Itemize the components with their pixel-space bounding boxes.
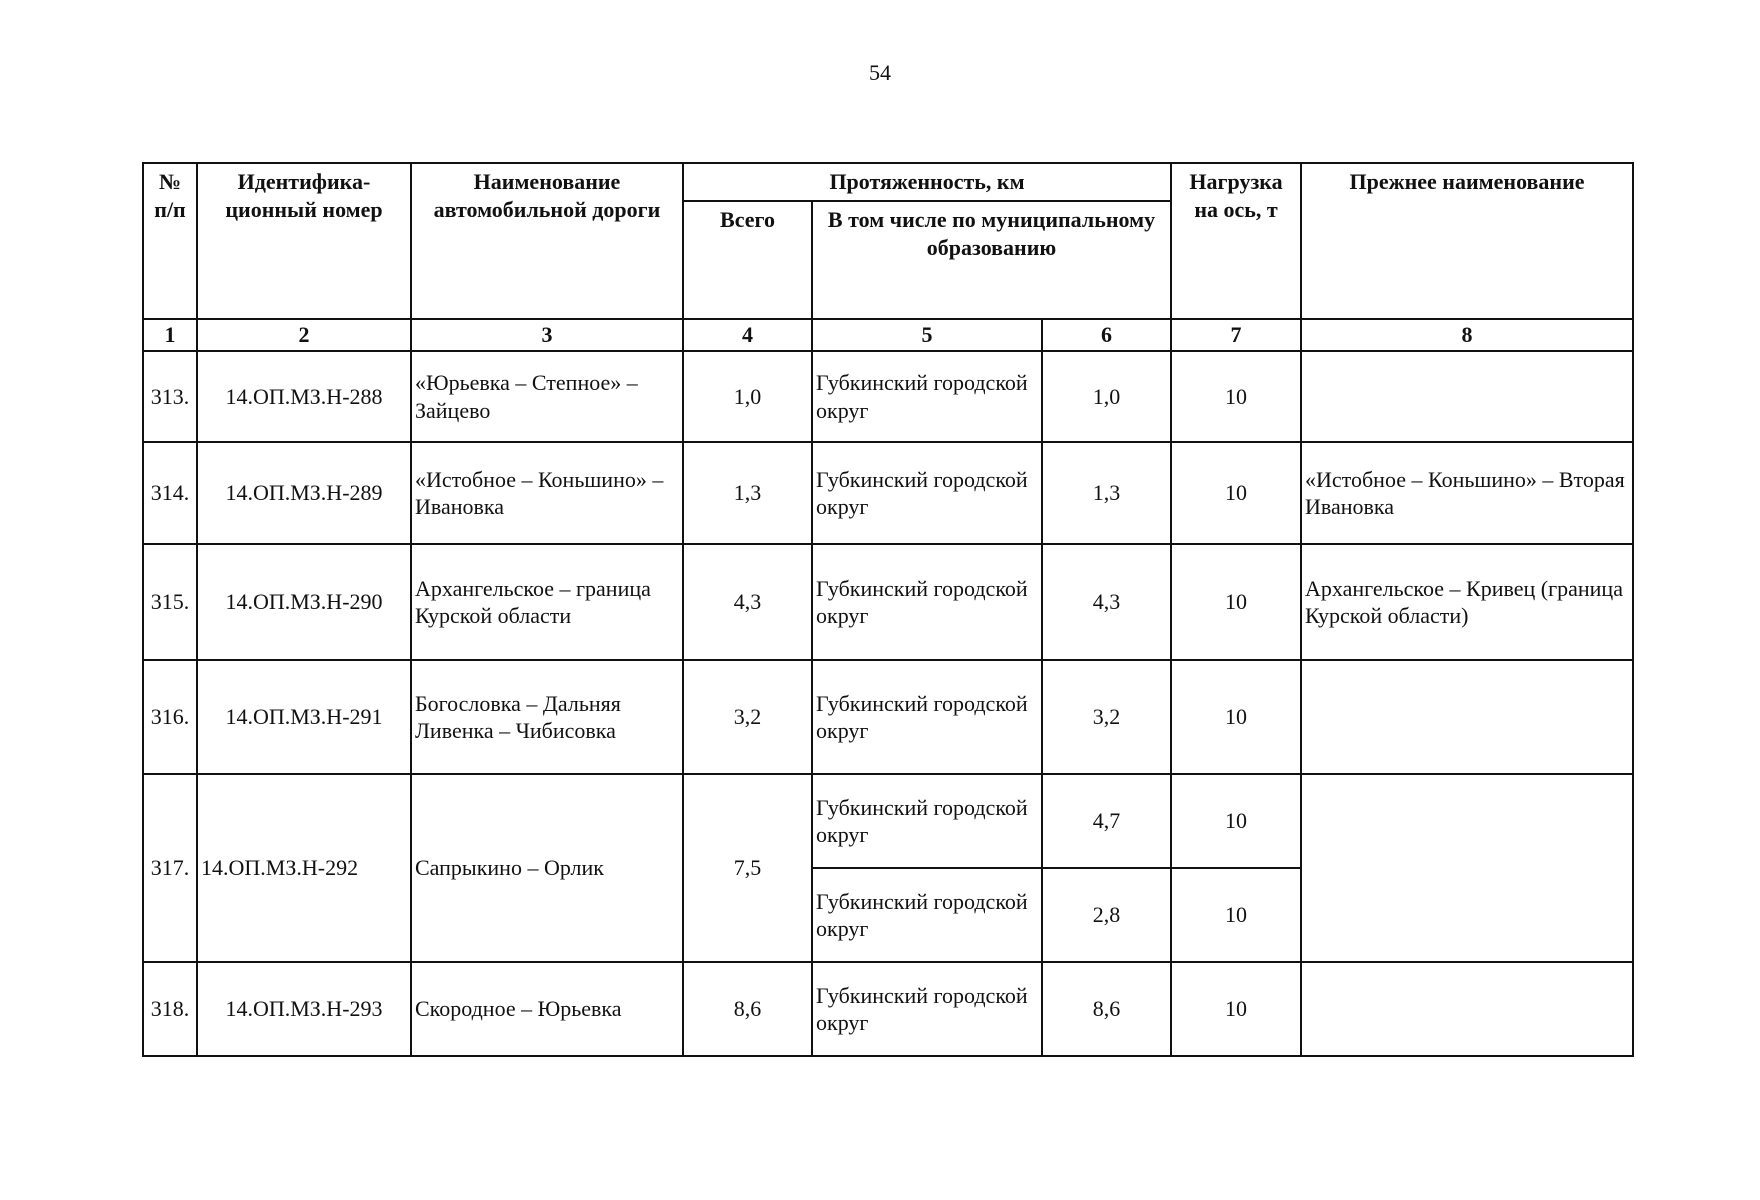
row-load: 10 [1171,774,1301,868]
row-part: 4,3 [1042,544,1171,660]
table-row [143,544,1633,660]
row-part: 2,8 [1042,868,1171,962]
row-name: «Юрьевка – Степное» – Зайцево [411,351,683,442]
row-id: 14.ОП.МЗ.Н-293 [197,962,411,1056]
header-num: № п/п [143,163,197,319]
row-total: 1,3 [683,442,812,544]
row-load: 10 [1171,351,1301,442]
row-load: 10 [1171,962,1301,1056]
row-id: 14.ОП.МЗ.Н-292 [197,774,411,962]
row-num: 316. [143,660,197,774]
row-load: 10 [1171,442,1301,544]
row-name: Богословка – Дальняя Ливенка – Чибисовка [411,660,683,774]
row-id: 14.ОП.МЗ.Н-288 [197,351,411,442]
row-part: 1,3 [1042,442,1171,544]
row-total: 7,5 [683,774,812,962]
row-total: 3,2 [683,660,812,774]
row-part: 8,6 [1042,962,1171,1056]
row-num: 315. [143,544,197,660]
page-number: 54 [869,60,891,85]
row-num: 317. [143,774,197,962]
column-number: 6 [1042,319,1171,351]
row-load: 10 [1171,544,1301,660]
header-length: Протяженность, км [683,163,1171,201]
row-municipality: Губкинский городской округ [812,962,1042,1056]
column-number: 8 [1301,319,1633,351]
table-row [143,351,1633,442]
header-total: Всего [683,201,812,319]
column-number: 3 [411,319,683,351]
row-name: Скородное – Юрьевка [411,962,683,1056]
row-municipality: Губкинский городской округ [812,351,1042,442]
column-number: 1 [143,319,197,351]
row-name: Архангельское – граница Курской области [411,544,683,660]
header-name: Наименование автомобильной дороги [411,163,683,319]
row-municipality: Губкинский городской округ [812,660,1042,774]
row-part: 1,0 [1042,351,1171,442]
row-part: 4,7 [1042,774,1171,868]
row-num: 314. [143,442,197,544]
table-row [143,442,1633,544]
row-total: 8,6 [683,962,812,1056]
table-row [143,774,1633,868]
header-row [143,163,1633,201]
header-incl: В том числе по муниципальному образованию [812,201,1171,319]
header-id: Идентифика-ционный номер [197,163,411,319]
header-prev: Прежнее наименование [1301,163,1633,319]
row-municipality: Губкинский городской округ [812,544,1042,660]
column-number: 7 [1171,319,1301,351]
row-load: 10 [1171,868,1301,962]
row-name: «Истобное – Коньшино» – Ивановка [411,442,683,544]
row-id: 14.ОП.МЗ.Н-290 [197,544,411,660]
row-id: 14.ОП.МЗ.Н-289 [197,442,411,544]
row-prev [1301,962,1633,1056]
row-id: 14.ОП.МЗ.Н-291 [197,660,411,774]
column-number: 2 [197,319,411,351]
column-numbers-row [143,319,1633,351]
row-prev [1301,660,1633,774]
row-num: 318. [143,962,197,1056]
row-load: 10 [1171,660,1301,774]
row-municipality: Губкинский городской округ [812,442,1042,544]
column-number: 4 [683,319,812,351]
row-municipality: Губкинский городской округ [812,868,1042,962]
row-total: 4,3 [683,544,812,660]
row-municipality: Губкинский городской округ [812,774,1042,868]
row-num: 313. [143,351,197,442]
table-row [143,660,1633,774]
column-number: 5 [812,319,1042,351]
row-name: Сапрыкино – Орлик [411,774,683,962]
roads-table [142,162,1634,1057]
table-row [143,962,1633,1056]
header-load: Нагрузка на ось, т [1171,163,1301,319]
row-prev [1301,351,1633,442]
row-prev: Архангельское – Кривец (граница Курской области) [1301,544,1633,660]
row-prev: «Истобное – Коньшино» – Вторая Ивановка [1301,442,1633,544]
row-part: 3,2 [1042,660,1171,774]
row-prev [1301,774,1633,962]
row-total: 1,0 [683,351,812,442]
